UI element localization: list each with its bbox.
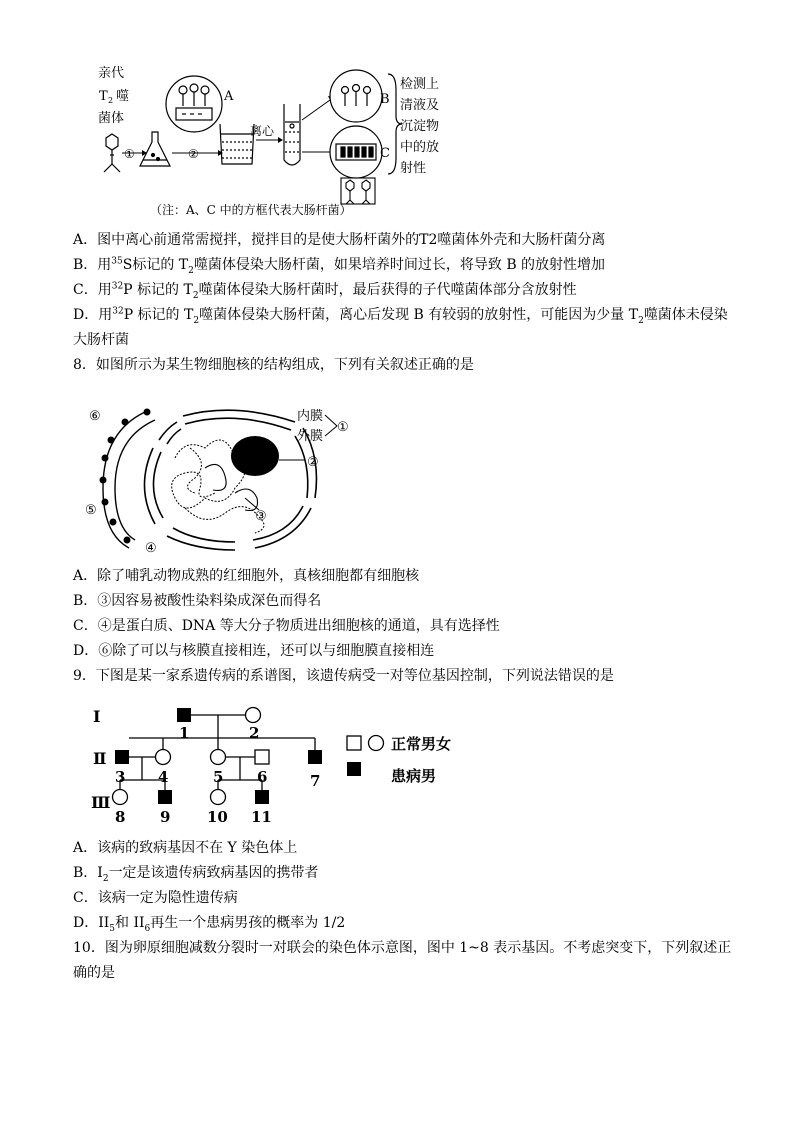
pedigree-diagram bbox=[85, 700, 465, 830]
id-4: 4 bbox=[158, 768, 169, 786]
q7-option-c: C．用$^{32}$P 标记的 $T_2$噬菌体侵染大肠杆菌时，最后获得的子代噬菌体部分含放射性 bbox=[73, 281, 577, 301]
beaker-icon bbox=[220, 124, 254, 164]
person-9 bbox=[158, 790, 172, 804]
er-icon bbox=[103, 412, 155, 548]
person-5 bbox=[211, 750, 226, 765]
person-4 bbox=[156, 750, 171, 765]
pedigree-figure bbox=[85, 700, 465, 830]
q8-option-c: C．④是蛋白质、DNA 等大分子物质进出细胞核的通道，具有选择性 bbox=[73, 618, 500, 634]
id-7: 7 bbox=[310, 772, 321, 790]
phage-pair-icon bbox=[341, 178, 375, 204]
parent-label-3: 噬 bbox=[116, 89, 130, 104]
q8-option-b: B．③因容易被酸性染料染成深色而得名 bbox=[73, 593, 322, 609]
flask-icon bbox=[140, 132, 170, 166]
person-7 bbox=[308, 750, 322, 764]
label-2: ② bbox=[307, 455, 319, 470]
q9-option-d: D．$II_5$和 $II_6$再生一个患病男孩的概率为 1/2 bbox=[73, 915, 346, 934]
legend-affected-male-icon bbox=[347, 762, 361, 776]
figure1-note: （注：A、C 中的方框代表大肠杆菌） bbox=[150, 203, 352, 217]
q7-option-a: A．图中离心前通常需搅拌，搅拌目的是使大肠杆菌外的T2噬菌体外壳和大肠杆菌分离 bbox=[73, 232, 606, 248]
centrifuge-label: 离心 bbox=[250, 124, 275, 138]
parent-label-T: T bbox=[99, 89, 108, 104]
q9-option-a: A．该病的致病基因不在 Y 染色体上 bbox=[73, 840, 298, 856]
gen-II-label: Ⅱ bbox=[93, 749, 107, 768]
id-6: 6 bbox=[257, 768, 268, 786]
gen-III-label: Ⅲ bbox=[91, 793, 111, 812]
label-5: ⑤ bbox=[85, 503, 97, 518]
q9-stem: 9．下图是某一家系遗传病的系谱图，该遗传病受一对等位基因控制，下列说法错误的是 bbox=[73, 668, 614, 684]
legend-normal-label: 正常男女 bbox=[391, 735, 452, 753]
person-1 bbox=[177, 708, 191, 722]
phage-experiment-diagram bbox=[90, 60, 450, 220]
id-8: 8 bbox=[115, 808, 126, 826]
detect-label-5: 射性 bbox=[400, 161, 427, 176]
label-C: C bbox=[380, 146, 390, 161]
id-11: 11 bbox=[251, 808, 272, 826]
inner-membrane-label: 内膜 bbox=[297, 409, 324, 424]
nucleolus-icon bbox=[231, 436, 279, 476]
step-2-label: ② bbox=[188, 147, 199, 161]
id-5: 5 bbox=[213, 768, 224, 786]
detect-label-4: 中的放 bbox=[400, 140, 440, 155]
ribosome-dots bbox=[100, 409, 151, 544]
person-6 bbox=[255, 750, 269, 764]
person-11 bbox=[255, 790, 269, 804]
id-9: 9 bbox=[160, 808, 171, 826]
q7-option-d-cont: 大肠杆菌 bbox=[73, 332, 129, 348]
label-A: A bbox=[224, 89, 234, 104]
person-2 bbox=[246, 708, 261, 723]
phage-experiment-figure bbox=[90, 60, 450, 220]
q10-stem-line1: 10．图为卵原细胞减数分裂时一对联会的染色体示意图，图中 1~8 表示基因。不考虑突变下，下列叙述正 bbox=[73, 940, 732, 956]
person-10 bbox=[211, 790, 226, 805]
nucleus-figure bbox=[85, 398, 365, 558]
id-3: 3 bbox=[115, 768, 126, 786]
q8-option-a: A．除了哺乳动物成熟的红细胞外，真核细胞都有细胞核 bbox=[73, 568, 420, 584]
legend-normal-female-icon bbox=[369, 736, 384, 751]
q9-option-c: C．该病一定为隐性遗传病 bbox=[73, 890, 238, 906]
circle-B-icon bbox=[330, 70, 382, 122]
detect-label-3: 沉淀物 bbox=[400, 119, 440, 134]
parent-label-4: 菌体 bbox=[98, 111, 125, 126]
step-1-label: ① bbox=[124, 147, 135, 161]
q7-option-d: D．用$^{32}$P 标记的 $T_2$噬菌体侵染大肠杆菌，离心后发现 B 有较弱的放射性，可能因为少量 $T_2$噬菌体未侵染 bbox=[73, 306, 728, 326]
label-1: ① bbox=[337, 420, 349, 435]
q8-option-d: D．⑥除了可以与核膜直接相连，还可以与细胞膜直接相连 bbox=[73, 643, 435, 659]
label-3: ③ bbox=[255, 509, 267, 524]
id-1: 1 bbox=[179, 724, 190, 742]
detect-label-2: 清液及 bbox=[400, 98, 440, 113]
phage-icon bbox=[104, 134, 120, 172]
q7-option-b: B．用$^{35}$S标记的 $T_2$噬菌体侵染大肠杆菌，如果培养时间过长，将导致 B 的放射性增加 bbox=[73, 256, 606, 276]
parent-label-1: 亲代 bbox=[98, 66, 125, 81]
outer-membrane-label: 外膜 bbox=[297, 429, 324, 444]
parent-label-sub: 2 bbox=[108, 96, 114, 105]
circle-C-icon bbox=[330, 126, 382, 178]
label-B: B bbox=[380, 92, 390, 107]
person-8 bbox=[113, 790, 128, 805]
circle-A-icon bbox=[166, 76, 222, 132]
label-4: ④ bbox=[145, 541, 157, 556]
id-2: 2 bbox=[249, 724, 260, 742]
label-6: ⑥ bbox=[89, 409, 101, 424]
person-3 bbox=[115, 750, 129, 764]
q10-stem-line2: 确的是 bbox=[73, 965, 115, 981]
legend-affected-label: 患病男 bbox=[391, 767, 437, 785]
q8-stem: 8．如图所示为某生物细胞核的结构组成，下列有关叙述正确的是 bbox=[73, 357, 474, 373]
gen-I-label: Ⅰ bbox=[93, 707, 101, 726]
id-10: 10 bbox=[207, 808, 228, 826]
nuclear-envelope-icon bbox=[144, 410, 316, 550]
nucleus-diagram bbox=[85, 398, 365, 558]
legend-normal-male-icon bbox=[347, 736, 361, 750]
test-tube-icon bbox=[284, 104, 300, 165]
q9-option-b: B．$I_2$一定是该遗传病致病基因的携带者 bbox=[73, 865, 319, 884]
detect-label-1: 检测上 bbox=[400, 77, 440, 92]
